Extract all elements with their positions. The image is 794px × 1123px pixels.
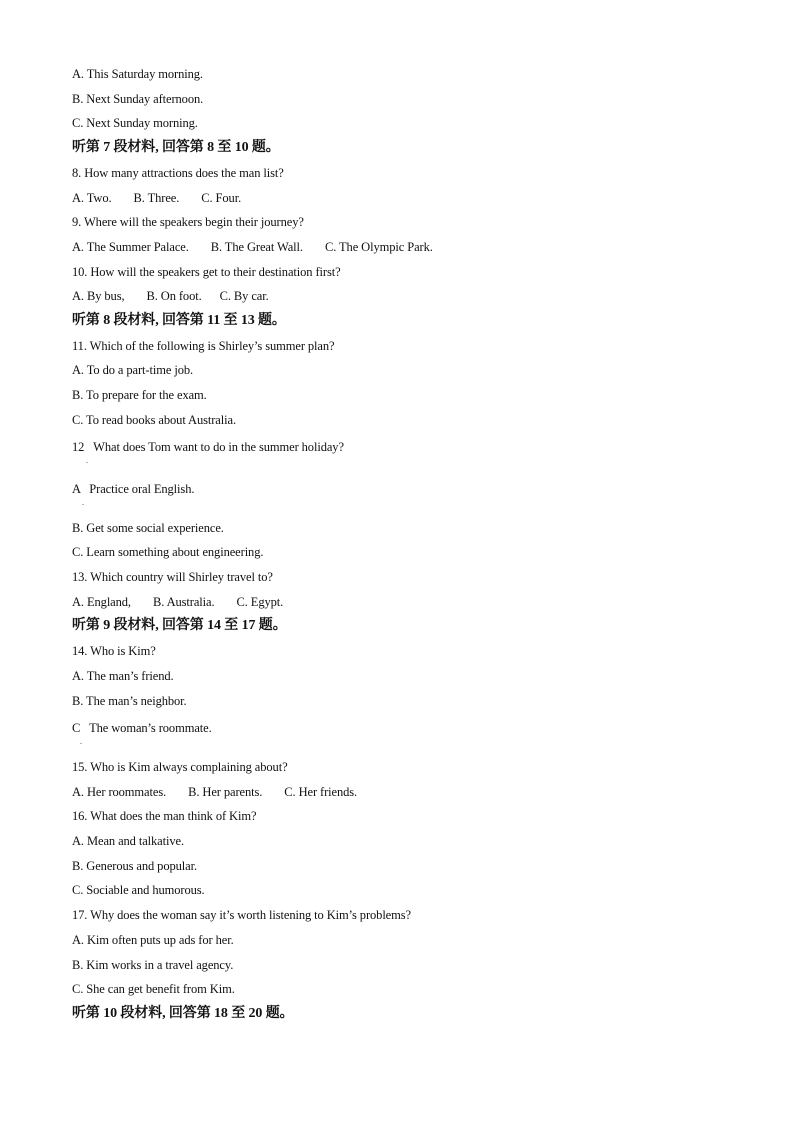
question: 14. Who is Kim? <box>72 644 156 658</box>
option: A. England, <box>72 595 131 609</box>
question: 17. Why does the woman say it’s worth listening to Kim’s problems? <box>72 908 411 922</box>
section-heading: 听第 9 段材料, 回答第 14 至 17 题。 <box>72 618 287 633</box>
options-row <box>72 288 291 304</box>
option: A. By bus, <box>72 289 125 303</box>
option-line: B. Generous and popular. <box>72 859 198 873</box>
option: B. Her parents. <box>188 785 263 799</box>
question: 11. Which of the following is Shirley’s summer plan? <box>72 339 335 353</box>
stray-dot: . <box>82 498 84 507</box>
option: B. Australia. <box>152 595 215 609</box>
option: C. Her friends. <box>284 785 358 799</box>
options-row <box>72 594 305 610</box>
question: 9. Where will the speakers begin their journey? <box>72 215 304 229</box>
option-line: A. To do a part-time job. <box>72 363 194 377</box>
option-line: B. To prepare for the exam. <box>72 388 207 402</box>
question: 13. Which country will Shirley travel to? <box>72 570 273 584</box>
question: 12 What does Tom want to do in the summer holiday? <box>72 440 344 454</box>
option-line: A Practice oral English. <box>72 482 195 496</box>
option-line: C. Next Sunday morning. <box>72 116 198 130</box>
option-line: A. The man’s friend. <box>72 669 174 683</box>
option: C. Four. <box>201 191 242 205</box>
section-heading: 听第 10 段材料, 回答第 18 至 20 题。 <box>72 1006 294 1021</box>
option-line: B. Next Sunday afternoon. <box>72 92 204 106</box>
stray-dot: . <box>86 456 88 465</box>
question: 8. How many attractions does the man list? <box>72 166 284 180</box>
option-line: C. Learn something about engineering. <box>72 545 264 559</box>
option: B. On foot. <box>146 289 202 303</box>
option-line: C The woman’s roommate. <box>72 721 212 735</box>
option: A. Her roommates. <box>72 785 167 799</box>
option-line: B. Kim works in a travel agency. <box>72 958 234 972</box>
option: B. Three. <box>133 191 180 205</box>
option: B. The Great Wall. <box>210 240 303 254</box>
option: C. By car. <box>219 289 269 303</box>
option-line: A. This Saturday morning. <box>72 67 203 81</box>
stray-dot: . <box>80 737 82 746</box>
option: A. Two. <box>72 191 112 205</box>
options-row <box>72 190 263 206</box>
section-heading: 听第 7 段材料, 回答第 8 至 10 题。 <box>72 140 280 155</box>
option: C. The Olympic Park. <box>324 240 433 254</box>
option: A. The Summer Palace. <box>72 240 189 254</box>
section-heading: 听第 8 段材料, 回答第 11 至 13 题。 <box>72 313 286 328</box>
question: 15. Who is Kim always complaining about? <box>72 760 288 774</box>
options-row <box>72 784 379 800</box>
options-row <box>72 239 455 255</box>
option-line: C. Sociable and humorous. <box>72 883 205 897</box>
question: 10. How will the speakers get to their destination first? <box>72 265 341 279</box>
question: 16. What does the man think of Kim? <box>72 809 257 823</box>
option-line: A. Kim often puts up ads for her. <box>72 933 234 947</box>
option-line: C. To read books about Australia. <box>72 413 236 427</box>
option: C. Egypt. <box>236 595 284 609</box>
option-line: B. Get some social experience. <box>72 521 224 535</box>
option-line: B. The man’s neighbor. <box>72 694 187 708</box>
option-line: C. She can get benefit from Kim. <box>72 982 235 996</box>
option-line: A. Mean and talkative. <box>72 834 184 848</box>
